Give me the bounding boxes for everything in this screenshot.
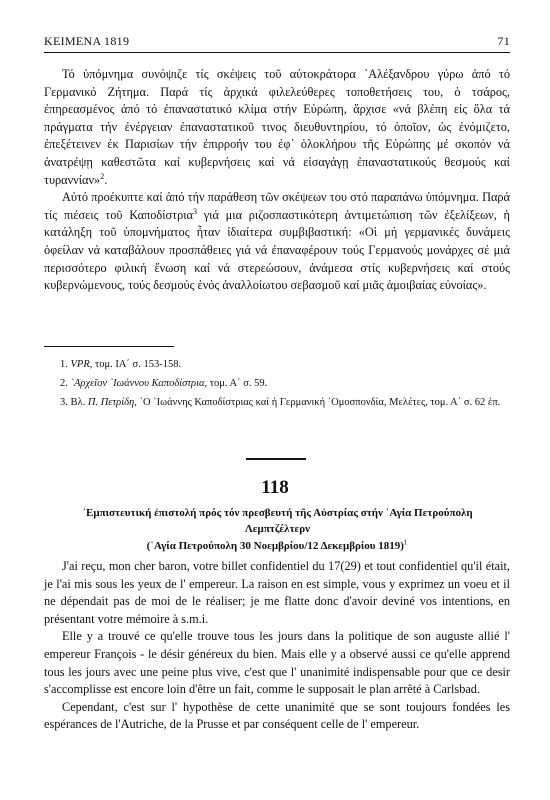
letter-paragraph: J'ai reçu, mon cher baron, votre billet confidentiel du 17(29) et tout confidentiel qu'il était, je l'ai mis sous les yeux de l' empereur. La raison en est simple, vous y exprimez un voeu et il ne dépendait pas de moi de le réaliser; je me flatte donc d'avoir deviné vos intentions, en présentant votre mémoire à s.m.i. (44, 559, 510, 626)
commentary-paragraph: Τό ὑπόμνημα συνόψιζε τίς σκέψεις τοῦ αὐτοκράτορα ᾿Αλέξανδρου γύρω ἀπό τό Γερμανικό Ζήτημα. Παρά τίς ἀρχικά φιλελεύθερες τοποθετήσεις του, ὁ τσάρος, ἐπηρεασμένος ἀπό τό ἐπαναστατικό κλίμα στήν Εὐρώπη, ἄρχισε «νά βλέπη εἰς ὅλα τά πράγματα τήν ἐνέργειαν ἐπαναστατικοῦ τινος διευθυντηρίου, τό ὁποῖον, ὡς ἐνόμιζετο, ἐπεξέτεινεν ἐκ Παρισίων τήν ἐπιρροήν του ἐφ᾿ ὁλοκλήρου τῆς Εὐρώπης μέ σκοπόν νά ἀνατρέψῃ καθεστῶτα καί κυβερνήσεις καί νά εἰσαγάγῃ ἐπαναστατικούς θεσμούς καί τυραννίαν»$^2$. (44, 67, 510, 187)
greek-commentary (44, 66, 510, 295)
footnote-ref: 1 (403, 538, 408, 547)
header-rule (44, 52, 510, 53)
footnote-1: 1. VPR, τομ. ΙΑ΄ σ. 153-158. (60, 359, 182, 370)
footnote-3: 3. Βλ. Π. Πετρίδη, ῾Ο ᾿Ιωάννης Καποδίστριας καί ἡ Γερμανική ῾Ομοσπονδία, Μελέτες, τομ. Α΄ σ. 62 ἑπ. (60, 397, 501, 408)
footnote-ref: 3 (192, 206, 197, 216)
footnote-ref: 2 (100, 171, 105, 181)
section-separator (246, 458, 306, 460)
page-number: 71 (497, 34, 510, 48)
document-date: (῾Αγία Πετρούπολη 30 Νοεμβρίου/12 Δεκεμβρίου 1819)$^1$ (146, 538, 408, 552)
commentary-paragraph: Αὐτό προέκυπτε καί ἀπό τήν παράθεση τῶν σκέψεων του στό παραπάνω ὑπόμνημα. Παρά τίς πιέσεις τοῦ Καποδίστρια$^3$ γιά μια ριζοσπαστικότερη ἀντιμετώπιση τῶν ἐξελίξεων, ἡ κατάληξη τοῦ ὑπομνήματος ἦταν ἰδιαίτερα συμβιβαστική: «Οἱ μή γερμανικές δυνάμεις ὀφείλαν νά καταβάλουν προσπάθειες γιά νά ἐπαναφέρουν τούς Γερμανούς μονάρχες σέ μιά περισσότερο φιλική ἕνωση καί νά στερεώσουν, ἀνάμεσα στίς κυβερνήσεις καί στούς κυβερνώμενους, τούς δεσμούς ἑνός ἀναλλοίωτου σεβασμοῦ καί μιᾶς ἀμοιβαίας εὐνοίας». (44, 190, 510, 293)
running-header (44, 34, 510, 52)
footnotes (44, 356, 510, 413)
document-number: 118 (261, 477, 289, 498)
letter-paragraph: Cependant, c'est sur l' hypothèse de cette unanimité que se sont toujours fondées les espérances de l'Autriche, de la Prusse et par conséquent celle de l' empereur. (44, 699, 510, 732)
document-title: ᾿Εμπιστευτική ἐπιστολή πρός τόν πρεσβευτή τῆς Αὐστρίας στήν ῾Αγία Πετρούπολη Λεμπτζέλτερν (82, 507, 473, 535)
running-title: ΚΕΙΜΕΝΑ 1819 (44, 34, 130, 48)
french-letter (44, 558, 510, 734)
footnote-2: 2. ᾿Αρχεῖον ᾿Ιωάννου Καποδίστρια, τομ. Α΄ σ. 59. (60, 378, 268, 389)
footnote-rule (44, 346, 174, 347)
letter-paragraph: Elle y a trouvé ce qu'elle trouve tous les jours dans la politique de son auguste allié l' empereur François - le désir généreux du bien. Mais elle y a observé aussi ce qu'elle apprend tous les jours avec une peine plus vive, c'est que l' unanimité indispensable pour que ce desir s'accomplisse est encore loin d'être un fait, comme le supposait le plan arrêté à Carlsbad. (44, 629, 510, 697)
